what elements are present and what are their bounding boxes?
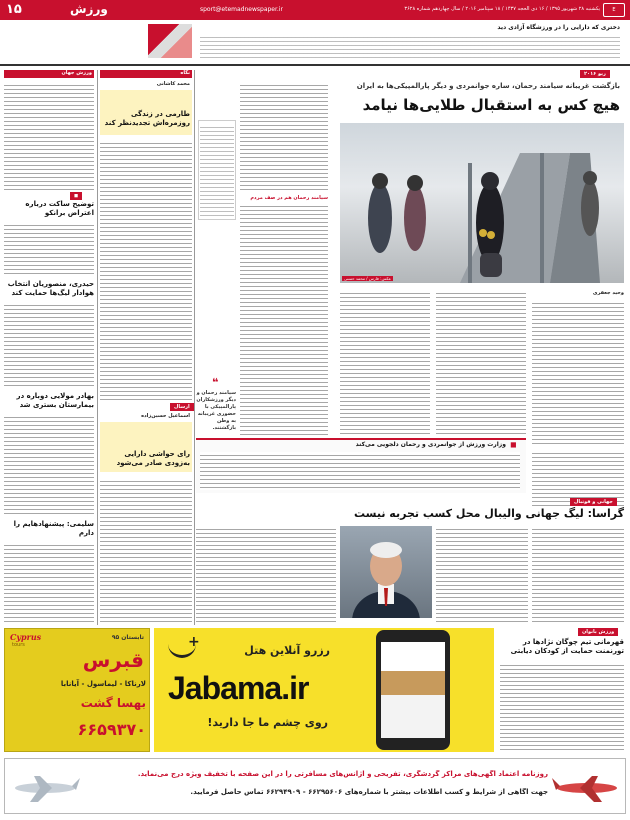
left-col-header: ورزش جهان [61, 70, 92, 76]
airplane-icon-right [552, 766, 622, 806]
volley-headline: گراسا: لیگ جهانی والیبال محل کسب تجربه نیست [354, 507, 624, 520]
jabama-phone-mockup [376, 630, 450, 750]
volley-text-2 [436, 526, 528, 622]
top-divider [0, 64, 630, 66]
main-kicker: بازگشت غریبانه سیامند رحمان، ساره جوانمردی و دیگر پارالمپیکی‌ها به ایران [356, 82, 620, 90]
column-divider-2 [194, 70, 195, 625]
notes-author-1: محمد کاشانی [156, 81, 190, 87]
pull-quote: سیامند رحمان و دیگر ورزشکاران پارالمپیکی با حضوری غریبانه به وطن بازگشتند. [196, 390, 236, 431]
ministry-box-title: وزارت ورزش از جوانمردی و رحمان دلجویی می‌کند [355, 441, 506, 448]
coach-portrait-icon [340, 526, 432, 618]
cyprus-brand: Cyprus [10, 632, 42, 642]
notes-tag-2: ارسال [170, 403, 194, 411]
travel-ad[interactable] [4, 758, 626, 814]
travel-ad-line2: جهت آگاهی از شرایط و کسب اطلاعات بیشتر با شماره‌های ۶۶۲۹۵۶۰۶ - ۶۶۲۹۴۹۰۹ تماس حاصل فرمایید. [190, 788, 548, 796]
cyprus-date: تابستان ۹۵ [111, 634, 144, 641]
left-col-text-3 [4, 302, 94, 388]
column-divider-1 [97, 70, 98, 625]
main-text-col-a [240, 82, 328, 192]
cyprus-phone[interactable]: ۶۶۵۹۳۷۰ [77, 720, 146, 739]
section-title: ورزش [70, 2, 108, 16]
quote-icon: ❝ [212, 376, 219, 389]
notes-author-2: اسماعیل حسین‌زاده [141, 413, 190, 419]
newspaper-logo: E [603, 3, 625, 17]
photo-credit: عکس: فارس / محمد حسنی [344, 276, 392, 281]
main-text-col-b [240, 203, 328, 435]
volley-text-1 [196, 526, 336, 622]
sidebar-box-text [200, 124, 234, 218]
left-col-item-3: بهادر مولایی دوباره در بیمارستان بستری شد [16, 392, 94, 409]
main-headline: هیچ کس به استقبال طلایی‌ها نیامد [362, 96, 620, 114]
left-col-text-1 [4, 82, 94, 190]
ministry-box-text [200, 452, 520, 490]
left-col-text-5 [4, 542, 94, 622]
top-story-text [200, 34, 620, 60]
left-col-item-4: سلیمی: پیشنهادهایم را دارم [13, 520, 94, 537]
top-story-photo [148, 24, 192, 58]
airplane-icon-left [10, 766, 80, 806]
cyprus-brand-sub: tours [12, 642, 25, 648]
ministry-box-icon: ◼ [510, 440, 517, 449]
notes-title-1: طارمی در زندگی روزمره‌اش تجدیدنظر کند [104, 110, 190, 127]
jabama-logo: Jabama.ir [168, 670, 309, 706]
left-col-item-1: توضیح ساکت درباره اعتراض برانکو [25, 200, 94, 217]
page-number: ۱۵ [6, 2, 22, 17]
main-author: وحید جعفری [592, 290, 624, 296]
travel-ad-line1: روزنامه اعتماد آگهی‌های مراکز گردشگری، تفریحی و آژانس‌های مسافرتی را در این صفحه با تخفیف ویژه درج می‌نماید. [137, 770, 548, 778]
escalator-scene-icon [340, 123, 624, 283]
notes-title-2: رای حواشی دارایی به‌زودی صادر می‌شود [116, 450, 190, 467]
volley-text-3 [532, 526, 624, 622]
left-col-text-2 [4, 222, 94, 274]
top-story-title: دختری که دارایی را در ورزشگاه آزادی دید [497, 24, 620, 31]
volley-photo [340, 526, 432, 618]
main-photo [340, 123, 624, 283]
notes-header: نگاه [180, 70, 190, 76]
polo-section-tag: ورزش بانوان [578, 628, 618, 636]
left-col-item-2: حیدری، منصوریان انتخاب هوادار لیگ‌ها حمایت کند [7, 280, 94, 297]
jabama-plus-icon: + [188, 634, 200, 650]
header-email[interactable]: sport@etemadnewspaper.ir [200, 6, 283, 13]
notes-text-2 [100, 478, 192, 622]
main-text-col-d [436, 290, 526, 435]
main-section-tag: ریو ۲۰۱۶ [580, 70, 610, 78]
left-col-tag-1: ◼ [70, 192, 82, 200]
main-subhead: سیامند رحمان هم در صف مردم [250, 195, 328, 201]
polo-text [500, 662, 624, 752]
main-text-col-e [532, 300, 624, 445]
cyprus-package: بهسا گشت [80, 696, 146, 710]
header-date: یکشنبه ۲۸ شهریور ۱۳۹۵ / ۱۶ ذی الحجه ۱۴۳۷ / ۱۸ سپتامبر ۲۰۱۶ / سال چهاردهم شماره ۳۶۲۸ [404, 6, 600, 12]
notes-text-1 [100, 140, 192, 400]
main-text-col-c [340, 290, 430, 435]
left-col-text-4 [4, 414, 94, 516]
polo-headline: قهرمانی تیم چوگان نژادها در تورنمنت حمایت از کودکان دیابتی [510, 638, 624, 655]
jabama-slogan: روی چشم ما جا دارید! [207, 716, 328, 729]
phone-screen [381, 642, 445, 738]
jabama-tagline: رزرو آنلاین هتل [244, 644, 330, 657]
cyprus-title: قبرس [82, 648, 144, 672]
cyprus-cities: لارناکا - لیماسول - آیانابا [60, 680, 146, 688]
volley-section-tag: جهانی و فوتبال [570, 498, 617, 506]
